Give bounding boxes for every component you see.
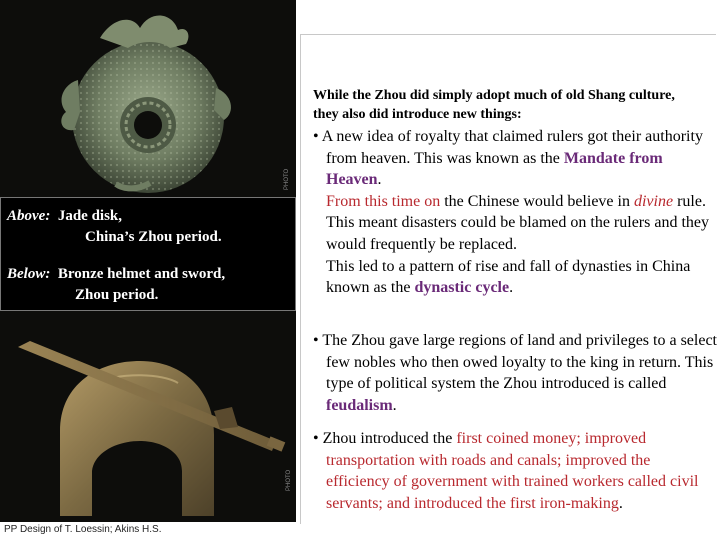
bullet1-text2: . [377,171,382,189]
caption-below-text1: Bronze helmet and sword, [57,266,226,282]
bullet3-text1: • Zhou introduced the [313,430,457,447]
bullet1-red-phrase: From this time on [326,192,441,210]
bullet1-text4: the Chinese would believe in [440,192,634,210]
bullet-innovations [313,428,718,514]
term-dynastic-cycle: dynastic cycle [414,279,510,297]
photo-credit-tag: PHOTO [284,168,290,190]
bullet1-text5: rule. [673,192,706,210]
term-feudalism: feudalism [326,396,393,414]
caption-above-text1: Jade disk, [57,208,123,224]
bullet1-line-divine [326,191,718,213]
intro-text [313,86,718,124]
term-divine: divine [633,192,674,210]
intro-line2: they also did introduce new things: [313,107,522,122]
caption-above-label: Above: [7,208,51,224]
bullet-feudalism [313,330,718,416]
helmet-sword-image [0,311,296,522]
caption-above-line1 [7,208,122,225]
caption-below-line2: Zhou period. [75,287,159,303]
caption-above-line2: China’s Zhou period. [85,229,222,245]
jade-disk-photo [0,0,296,197]
intro-line1: While the Zhou did simply adopt much of old Shang culture, [313,88,675,103]
term-mandate: Mandate from Heaven [326,149,663,189]
bullet1-text1: • A new idea of royalty that claimed rulers got their authority from heaven. This was known as the [313,128,703,167]
bullet2-text2: . [392,396,397,414]
design-credit: PP Design of T. Loessin; Akins H.S. [4,524,162,535]
bullet2-text1: • The Zhou gave large regions of land and privileges to a select few nobles who then owed loyalty to the king in return. This type of political system the Zhou introduced is called [313,332,717,393]
bullet1-text8: . [509,279,514,297]
bullet1-cycle-line [326,256,718,299]
caption-below-label: Below: [7,266,51,282]
photo-credit-tag-2: PHOTO [286,469,292,491]
caption-box [0,197,296,311]
jade-disk-image [0,0,296,197]
bullet1-text7: This led to a pattern of rise and fall of dynasties in China known as the [326,257,691,297]
caption-below-line1 [7,266,225,283]
bullet-mandate [313,126,718,299]
bullet3-text2: . [618,494,623,512]
helmet-sword-photo [0,311,296,522]
bullet3-red-text: first coined money; improved transportation with roads and canals; improved the efficiency of government with trained workers called civil servants; and introduced the first iron-making [326,430,699,512]
bullet1-disasters: This meant disasters could be blamed on the rulers and they would frequently be replaced. [326,214,710,253]
